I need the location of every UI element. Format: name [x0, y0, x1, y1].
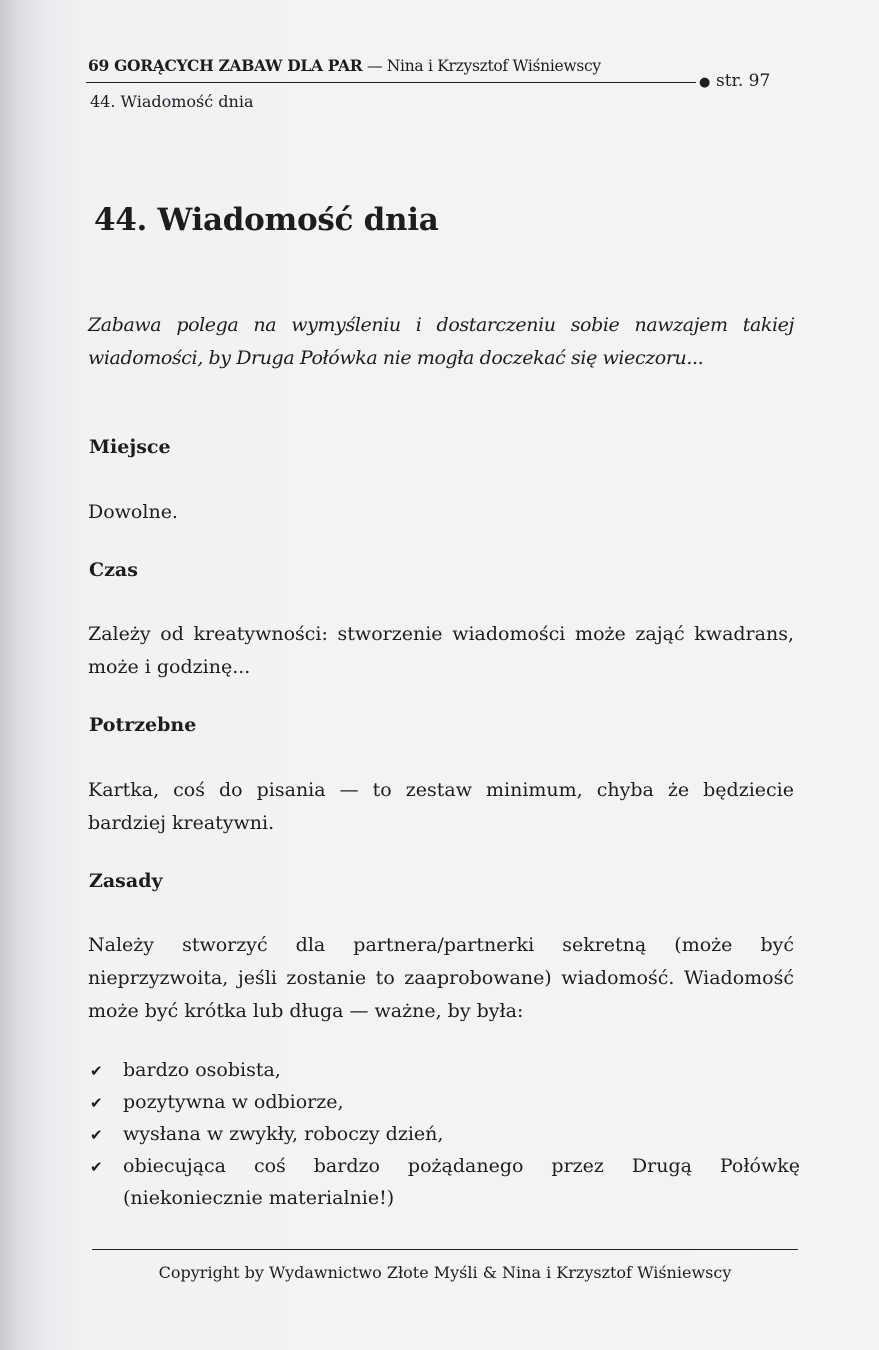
page-number: str. 97	[716, 71, 771, 91]
chapter-title: 44. Wiadomość dnia	[94, 202, 439, 238]
place-text: Dowolne.	[88, 501, 178, 523]
running-header-section: 44. Wiadomość dnia	[90, 92, 254, 111]
rules-heading: Zasady	[89, 870, 163, 892]
checkmark-icon: ✔	[90, 1126, 103, 1144]
list-item-text: obiecująca coś bardzo pożądanego przez Drugą Połówkę (niekoniecznie materialnie!)	[123, 1155, 800, 1209]
book-authors: — Nina i Krzysztof Wiśniewscy	[362, 57, 601, 75]
footer-divider	[92, 1249, 798, 1250]
book-series-title: 69 GORĄCYCH ZABAW DLA PAR	[88, 56, 363, 75]
intro-paragraph: Zabawa polega na wymyśleniu i dostarczeniu sobie nawzajem takiej wiadomości, by Druga Połówka nie mogła doczekać się wieczoru...	[88, 314, 794, 369]
list-item	[88, 1086, 800, 1118]
list-item	[88, 1054, 800, 1086]
checkmark-icon: ✔	[90, 1094, 103, 1112]
rules-checklist	[88, 1054, 800, 1214]
list-item-text: wysłana w zwykły, roboczy dzień,	[123, 1123, 444, 1145]
list-item	[88, 1150, 800, 1214]
list-item-text: pozytywna w odbiorze,	[123, 1091, 344, 1113]
checkmark-icon: ✔	[90, 1158, 103, 1176]
rules-text: Należy stworzyć dla partnera/partnerki sekretną (może być nieprzyzwoita, jeśli zostanie to zaaprobowane) wiadomość. Wiadomość może być krótka lub długa — ważne, by była:	[88, 934, 794, 1022]
time-heading: Czas	[89, 559, 138, 581]
checkmark-icon: ✔	[90, 1062, 103, 1080]
header-divider	[86, 82, 696, 83]
needed-heading: Potrzebne	[89, 714, 197, 736]
copyright-footer: Copyright by Wydawnictwo Złote Myśli & Nina i Krzysztof Wiśniewscy	[158, 1263, 732, 1282]
bullet-dot-icon: ●	[699, 75, 711, 90]
time-text: Zależy od kreatywności: stworzenie wiadomości może zająć kwadrans, może i godzinę...	[88, 623, 794, 678]
running-header-title	[88, 56, 601, 75]
list-item	[88, 1118, 800, 1150]
needed-text: Kartka, coś do pisania — to zestaw minimum, chyba że będziecie bardziej kreatywni.	[88, 779, 794, 834]
list-item-text: bardzo osobista,	[123, 1059, 281, 1081]
place-heading: Miejsce	[89, 436, 171, 458]
